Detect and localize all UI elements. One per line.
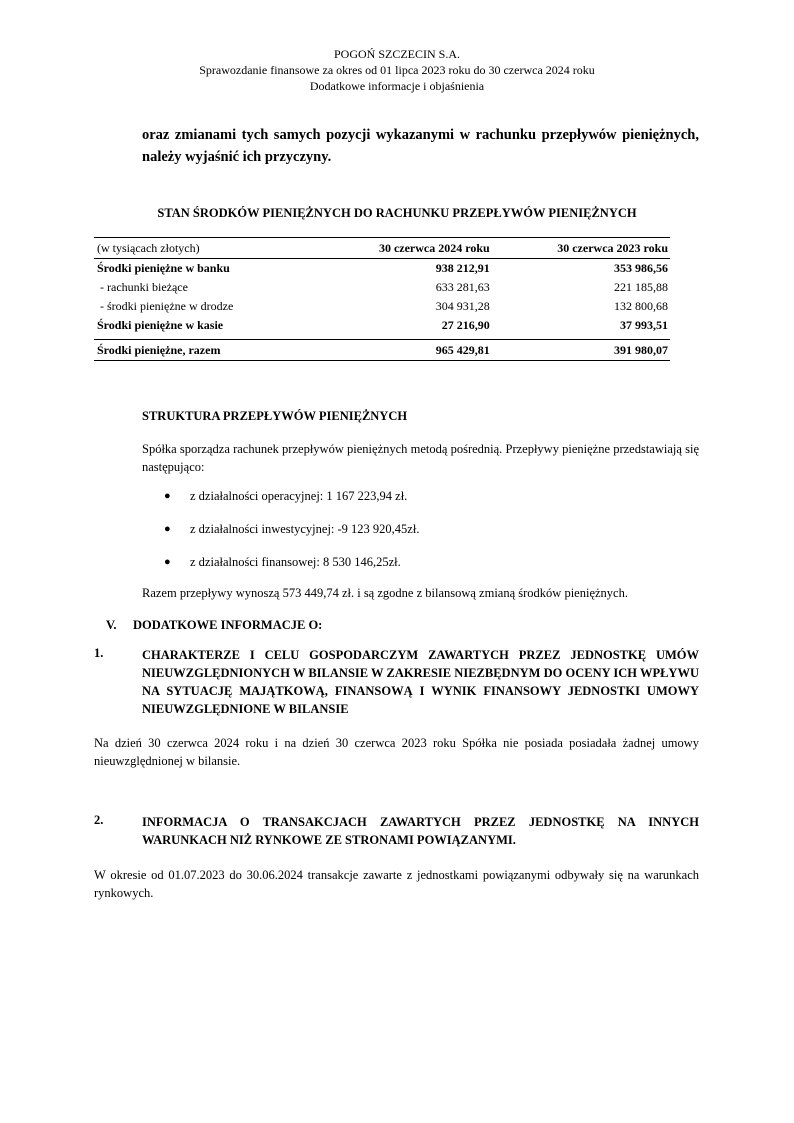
item-2-heading: INFORMACJA O TRANSAKCJACH ZAWARTYCH PRZEZ JEDNOSTKĘ NA INNYCH WARUNKACH NIŻ RYNKOWE ZE STRONAMI POWIĄZANYMI. [142, 815, 699, 847]
column-header-2024: 30 czerwca 2024 roku [313, 238, 491, 259]
row-label: Środki pieniężne w kasie [97, 318, 224, 332]
section-v-heading [106, 618, 322, 633]
cashflow-list [164, 487, 419, 586]
total-label: Środki pieniężne, razem [94, 340, 313, 361]
bullet-icon: ● [164, 490, 171, 502]
company-name: POGOŃ SZCZECIN S.A. [333, 47, 460, 61]
row-value-2024: 633 281,63 [435, 280, 490, 294]
table-row [94, 297, 670, 316]
item-1-heading: CHARAKTERZE I CELU GOSPODARCZYM ZAWARTYCH PRZEZ JEDNOSTKĘ UMÓW NIEUWZGLĘDNIONYCH W BILANSIE W ZAKRESIE NIEZBĘDNYM DO OCENY ICH WPŁYWU NA SYTUACJĘ MAJĄTKOWĄ, FINANSOWĄ I WYNIK FINANSOWY JEDNOSTKI UMOWY NIEUWZGLĘDNIONE W BILANSIE [142, 648, 699, 716]
table-total-row [94, 340, 670, 361]
cashflow-total-text: Razem przepływy wynoszą 573 449,74 zł. i są zgodne z bilansową zmianą środków pieniężnych. [142, 586, 628, 600]
list-item [164, 553, 419, 586]
list-item-text: z działalności inwestycyjnej: -9 123 920,45zł. [190, 522, 420, 536]
row-value-2023: 132 800,68 [614, 299, 668, 313]
column-header-2023: 30 czerwca 2023 roku [492, 238, 670, 259]
cash-table [94, 237, 670, 361]
cash-table-title: STAN ŚRODKÓW PIENIĘŻNYCH DO RACHUNKU PRZEPŁYWÓW PIENIĘŻNYCH [157, 206, 637, 220]
section-title: Dodatkowe informacje i objaśnienia [309, 79, 485, 93]
row-label: - rachunki bieżące [100, 280, 188, 294]
table-row [94, 259, 670, 279]
section-heading-text: DODATKOWE INFORMACJE O: [133, 618, 323, 632]
structure-title: STRUKTURA PRZEPŁYWÓW PIENIĘŻNYCH [142, 409, 408, 423]
total-value-2023: 391 980,07 [492, 340, 670, 361]
row-value-2024: 27 216,90 [441, 318, 490, 332]
list-item-text: z działalności operacyjnej: 1 167 223,94 zł. [190, 489, 408, 503]
column-header-unit: (w tysiącach złotych) [94, 238, 313, 259]
table-header-row [94, 238, 670, 259]
item-1-paragraph: Na dzień 30 czerwca 2024 roku i na dzień 30 czerwca 2023 roku Spółka nie posiada posiadała żadnej umowy nieuwzględnionej w bilansie. [94, 736, 699, 768]
list-item-text: z działalności finansowej: 8 530 146,25zł. [190, 555, 401, 569]
report-title: Sprawozdanie finansowe za okres od 01 lipca 2023 roku do 30 czerwca 2024 roku [199, 63, 595, 77]
section-number: V. [106, 618, 117, 632]
row-value-2024: 938 212,91 [435, 261, 490, 275]
row-label: - środki pieniężne w drodze [100, 299, 234, 313]
row-value-2023: 353 986,56 [614, 261, 668, 275]
list-item [164, 520, 419, 553]
row-label: Środki pieniężne w banku [97, 261, 230, 275]
total-value-2024: 965 429,81 [313, 340, 491, 361]
item-2-paragraph: W okresie od 01.07.2023 do 30.06.2024 transakcje zawarte z jednostkami powiązanymi odbywały się na warunkach rynkowych. [94, 868, 699, 900]
row-value-2024: 304 931,28 [435, 299, 490, 313]
row-value-2023: 37 993,51 [620, 318, 668, 332]
row-value-2023: 221 185,88 [614, 280, 668, 294]
list-item [164, 487, 419, 520]
page-header [0, 46, 794, 94]
item-1-number: 1. [94, 646, 104, 660]
structure-paragraph: Spółka sporządza rachunek przepływów pieniężnych metodą pośrednią. Przepływy pieniężne przedstawiają się następująco: [142, 442, 699, 474]
bullet-icon: ● [164, 523, 171, 535]
item-2-number: 2. [94, 813, 104, 827]
bullet-icon: ● [164, 556, 171, 568]
table-row [94, 316, 670, 335]
intro-paragraph: oraz zmianami tych samych pozycji wykazanymi w rachunku przepływów pieniężnych, należy wyjaśnić ich przyczyny. [142, 127, 699, 165]
table-row [94, 278, 670, 297]
